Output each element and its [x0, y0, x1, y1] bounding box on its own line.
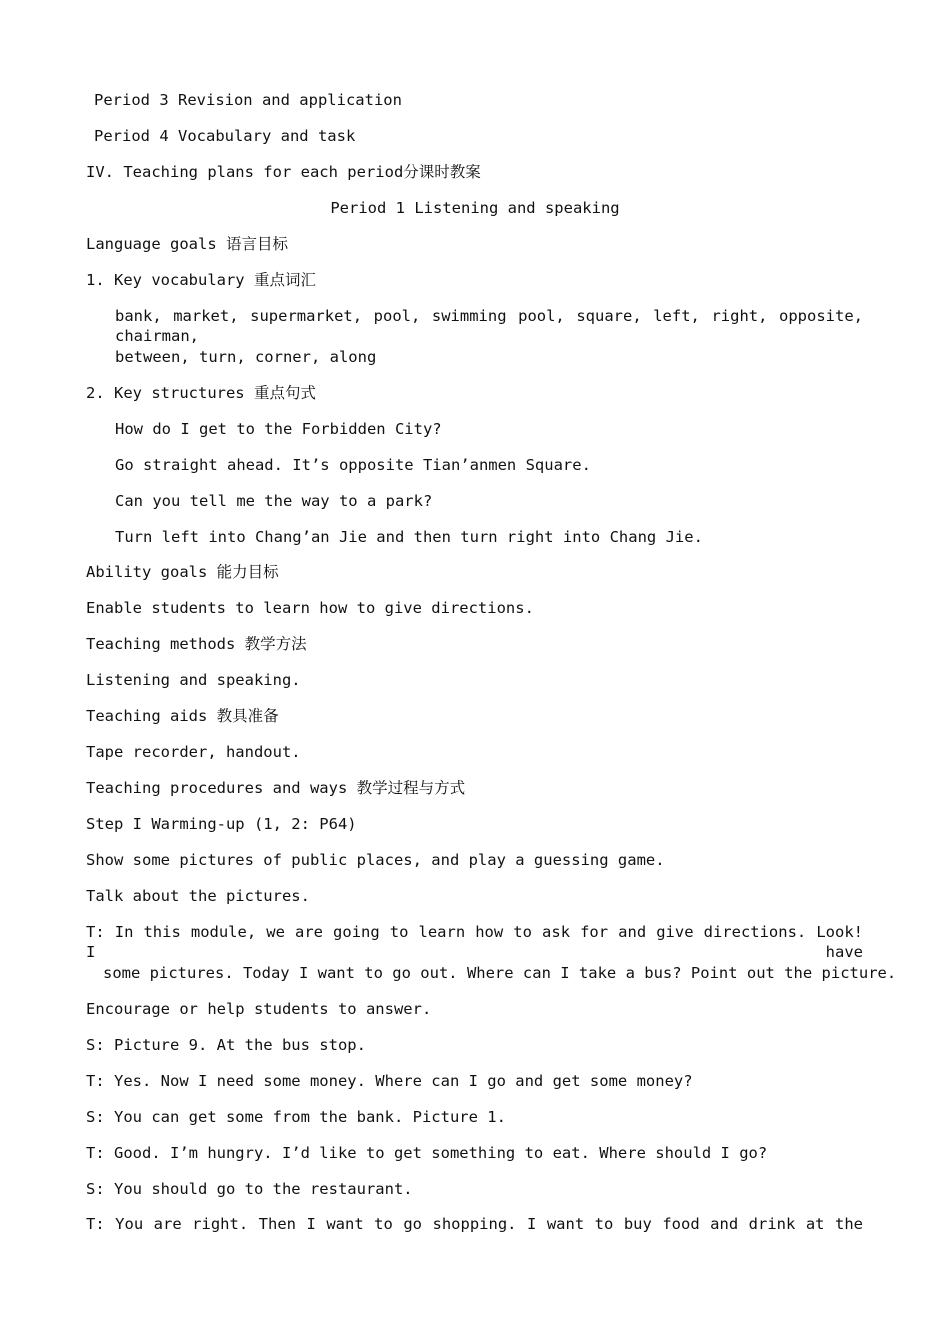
dialogue-teacher-3: T: Good. I’m hungry. I’d like to get something to eat. Where should I go? [86, 1144, 768, 1162]
ability-goals-heading: Ability goals 能力目标 [86, 563, 279, 581]
dialogue-teacher-1b: some pictures. Today I want to go out. Where can I take a bus? Point out the picture. [103, 964, 897, 982]
structure-line-1: How do I get to the Forbidden City? [115, 420, 442, 438]
period-4-line: Period 4 Vocabulary and task [94, 127, 356, 145]
dialogue-teacher-1a: T: In this module, we are going to learn how to ask for and give directions. Look! I have [86, 923, 863, 961]
encourage-line: Encourage or help students to answer. [86, 1000, 432, 1018]
dialogue-student-1: S: Picture 9. At the bus stop. [86, 1036, 366, 1054]
procedures-heading: Teaching procedures and ways 教学过程与方式 [86, 779, 466, 797]
structure-line-4: Turn left into Chang’an Jie and then turn right into Chang Jie. [115, 528, 703, 546]
structure-line-3: Can you tell me the way to a park? [115, 492, 433, 510]
vocabulary-line-1: bank, market, supermarket, pool, swimming pool, square, left, right, opposite, chairman, [115, 307, 863, 345]
teaching-aids-heading: Teaching aids 教具准备 [86, 707, 279, 725]
teaching-methods-heading: Teaching methods 教学方法 [86, 635, 307, 653]
dialogue-teacher-2: T: Yes. Now I need some money. Where can I go and get some money? [86, 1072, 693, 1090]
dialogue-student-2: S: You can get some from the bank. Picture 1. [86, 1108, 506, 1126]
talk-about-pictures: Talk about the pictures. [86, 887, 310, 905]
key-structures-heading: 2. Key structures 重点句式 [86, 384, 316, 402]
dialogue-teacher-4: T: You are right. Then I want to go shopping. I want to buy food and drink at the [86, 1215, 863, 1233]
language-goals-heading: Language goals 语言目标 [86, 235, 288, 253]
period-title: Period 1 Listening and speaking [330, 199, 620, 217]
step-1-instruction: Show some pictures of public places, and play a guessing game. [86, 851, 665, 869]
ability-goals-text: Enable students to learn how to give directions. [86, 599, 534, 617]
teaching-methods-text: Listening and speaking. [86, 671, 301, 689]
teaching-aids-text: Tape recorder, handout. [86, 743, 301, 761]
dialogue-student-3: S: You should go to the restaurant. [86, 1180, 413, 1198]
structure-line-2: Go straight ahead. It’s opposite Tian’anmen Square. [115, 456, 591, 474]
step-1-heading: Step I Warming-up (1, 2: P64) [86, 815, 357, 833]
section-heading-iv: IV. Teaching plans for each period分课时教案 [86, 163, 481, 181]
key-vocabulary-heading: 1. Key vocabulary 重点词汇 [86, 271, 316, 289]
vocabulary-line-2: between, turn, corner, along [115, 348, 377, 366]
period-3-line: Period 3 Revision and application [94, 91, 402, 109]
